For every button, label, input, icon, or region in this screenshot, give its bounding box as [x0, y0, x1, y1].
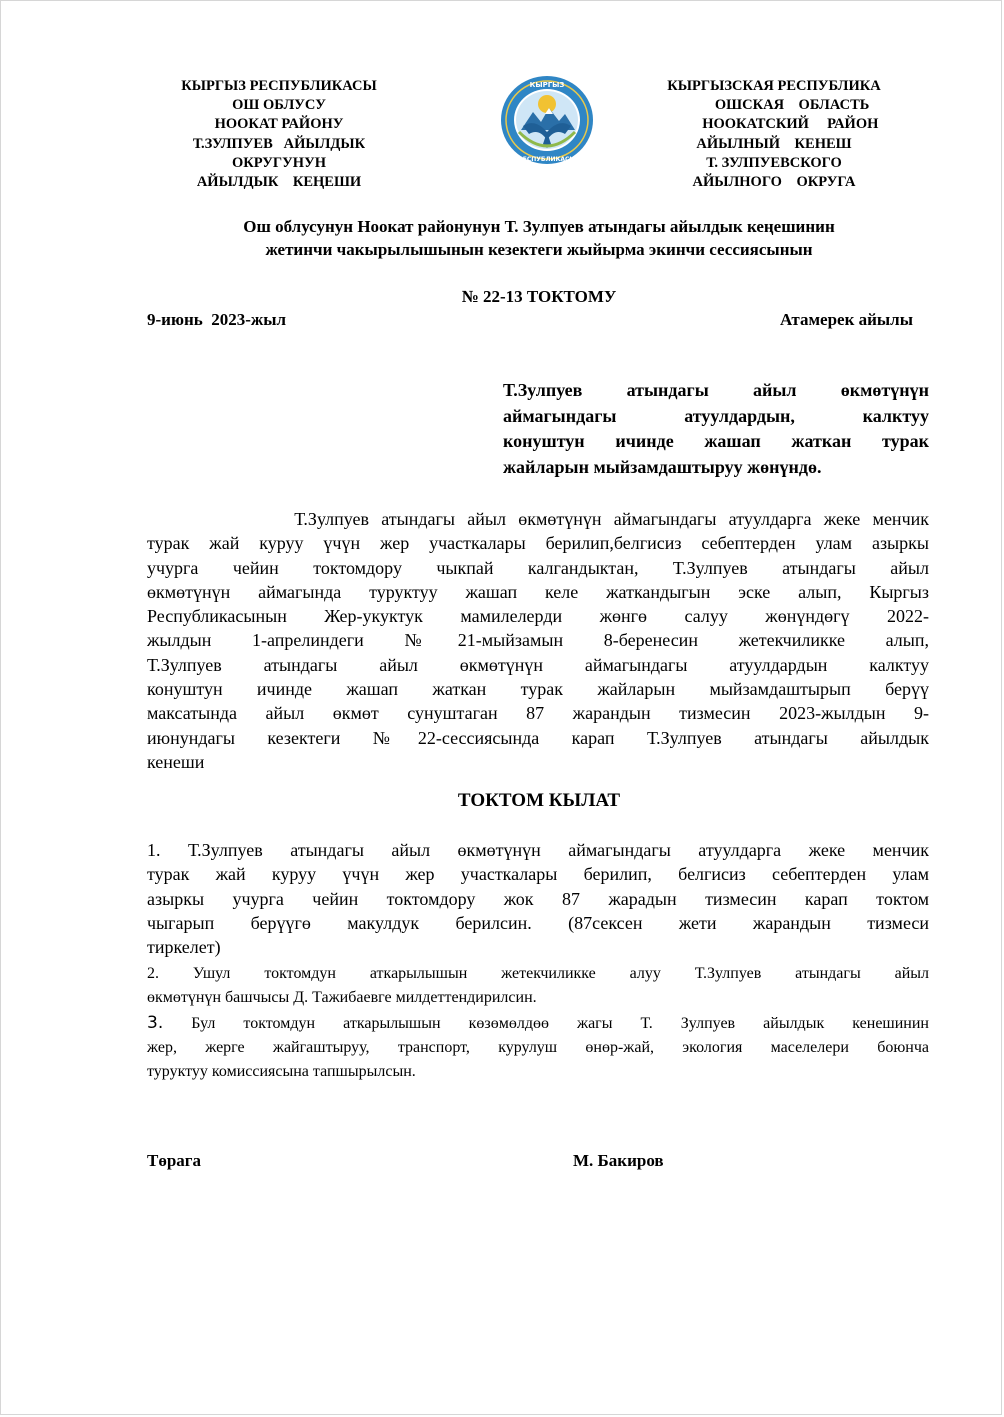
header-kyrgyz-line: Т.ЗУЛПУЕВ АЙЫЛДЫК: [192, 135, 366, 152]
decision-item-3: [147, 1011, 929, 1084]
item2-line: 2. Ушул токтомдун аткарылышын жетекчиликке алуу Т.Зулпуев атындагы айыл: [147, 965, 929, 982]
header-russian-line: ОШСКАЯ ОБЛАСТЬ: [678, 97, 870, 114]
item1-line: 1. Т.Зулпуев атындагы айыл өкмөтүнүн аймагындагы атуулдарга жеке менчик: [147, 840, 929, 860]
subject-line: конуштун ичинде жашап жаткан турак: [503, 431, 929, 451]
decision-date: 9-июнь 2023-жыл: [147, 310, 287, 329]
signature-name: М. Бакиров: [573, 1151, 664, 1170]
decision-number: № 22-13 ТОКТОМУ: [461, 287, 617, 306]
preamble-line: июнундагы кезектеги №22-сессиясында карап Т.Зулпуев атындагы айылдык: [147, 727, 929, 748]
item1-line: турак жай куруу үчүн жер участкалары берилип, белгисиз себептерден улам: [147, 864, 929, 885]
header-kyrgyz-line: ОШ ОБЛУСУ: [232, 97, 326, 114]
header-russian-line: КЫРГЫЗСКАЯ РЕСПУБЛИКА: [667, 78, 881, 94]
preamble-line: максатында айыл өкмөт сунуштаган 87 жарандын тизмесин 2023-жылдын 9-: [147, 703, 929, 724]
header-russian-line: НООКАТСКИЙ РАЙОН: [669, 116, 879, 133]
preamble-line: Республикасынын Жер-укуктук мамилелерди жөнгө салуу жөнүндөгү 2022-: [147, 606, 929, 627]
decision-item-1: [147, 838, 929, 959]
preamble-line: кенеши: [147, 751, 205, 772]
item2-line: өкмөтүнүн башчысы Д. Тажибаевге милдеттендирилсин.: [147, 989, 537, 1006]
header-russian: [629, 77, 919, 192]
preamble-line: конуштун ичинде жашап жаткан турак жайларын мыйзамдаштырып берүү: [147, 679, 929, 700]
preamble-line: жылдын 1-апрелиндеги №21-мыйзамын 8-беренесин жетекчиликке алып,: [147, 630, 929, 651]
decision-subject: [503, 378, 929, 480]
item1-line: азыркы учурга чейин токтомдору жок 87 жарадын тизмесин карап токтом: [147, 888, 929, 909]
header-kyrgyz: [151, 77, 407, 192]
session-title: [141, 215, 937, 261]
item1-line: тиркелет): [147, 937, 221, 958]
decision-place: Атамерек айылы: [779, 310, 913, 329]
item3-line: туруктуу комиссиясына тапшырылсын.: [147, 1063, 416, 1080]
subject-line: жайларын мыйзамдаштыруу жөнүндө.: [503, 456, 822, 477]
preamble-line: өкмөтүнүн аймагында туруктуу жашап келе жаткандыгын эске алып, Кыргыз: [147, 581, 929, 602]
item3-number: 3.: [147, 1013, 164, 1033]
preamble-line: Т.Зулпуев атындагы айыл өкмөтүнүн аймагындагы атуулдарга жеке менчик: [147, 509, 929, 529]
header-kyrgyz-line: НООКАТ РАЙОНУ: [214, 116, 344, 133]
session-title-line: жетинчи чакырылышынын кезектеги жыйырма экинчи сессиясынын: [265, 240, 813, 259]
item3-line: жер, жерге жайгаштыруу, транспорт, курулуш өнөр-жай, экология маселелери боюнча: [147, 1039, 929, 1056]
resolves-heading: ТОКТОМ КЫЛАТ: [457, 790, 621, 811]
header-russian-line: Т. ЗУЛПУЕВСКОГО: [706, 154, 842, 171]
item1-line: чыгарып берүүгө макулдук берилсин. (87сексен жети жарандын тизмеси: [147, 912, 929, 933]
subject-line: Т.Зулпуев атындагы айыл өкмөтүнүн: [503, 380, 929, 400]
decision-item-2: [147, 962, 929, 1010]
subject-line: аймагындагы атуулдардын, калктуу: [503, 405, 929, 426]
preamble-line: Т.Зулпуев атындагы айыл өкмөтүнүн аймагындагы атуулдардын калктуу: [147, 654, 929, 675]
preamble-line: турак жай куруу үчүн жер участкалары берилип,белгисиз себептерден улам азыркы: [147, 533, 929, 554]
preamble-paragraph: [147, 507, 929, 774]
header-russian-line: АЙЫЛНЫЙ КЕНЕШ: [696, 135, 852, 152]
header-kyrgyz-line: КЫРГЫЗ РЕСПУБЛИКАСЫ: [181, 78, 377, 94]
item3-first-line: [147, 1011, 929, 1036]
state-emblem-icon: [499, 74, 595, 166]
signature-title: Төрага: [147, 1151, 202, 1170]
header-kyrgyz-line: АЙЫЛДЫК КЕҢЕШИ: [196, 174, 362, 191]
emblem-text-top: КЫРГЫЗ: [529, 81, 565, 89]
header-russian-line: АЙЫЛНОГО ОКРУГА: [692, 174, 856, 191]
emblem-text-bottom: РЕСПУБЛИКАСЫ: [518, 156, 576, 163]
header-kyrgyz-line: ОКРУГУНУН: [232, 154, 326, 171]
item3-line: Бул токтомдун аткарылышын көзөмөлдөө жагы Т. Зулпуев айылдык кенешинин: [163, 1015, 929, 1032]
preamble-line: учурга чейин токтомдору чыкпай калгандыктан, Т.Зулпуев атындагы айыл: [147, 557, 929, 578]
session-title-line: Ош облусунун Ноокат районунун Т. Зулпуев атындагы айылдык кеңешинин: [243, 217, 835, 236]
